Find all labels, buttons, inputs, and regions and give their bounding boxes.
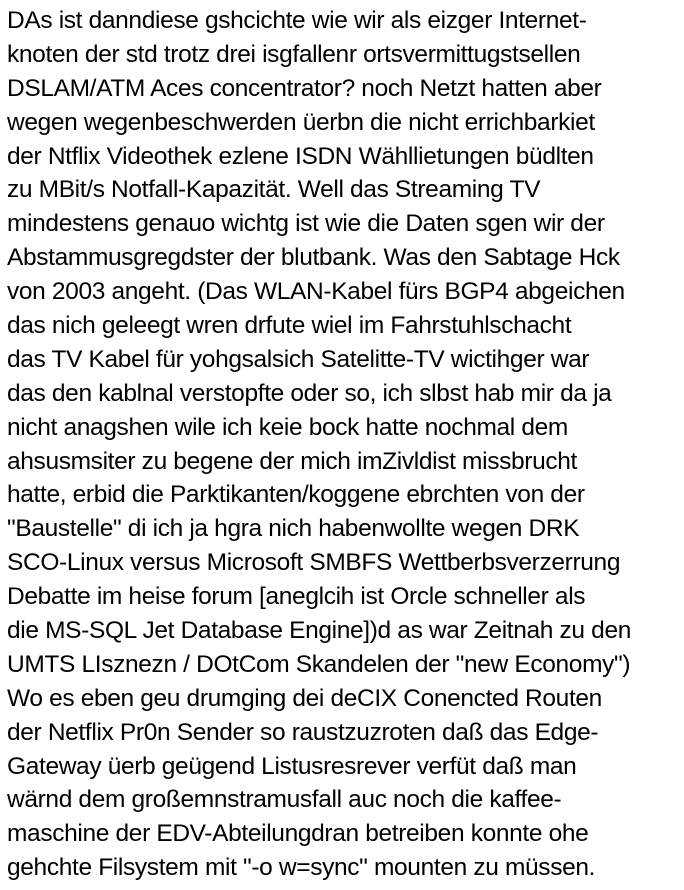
text-line-25: maschine der EDV-Abteilungdran betreiben konnte ohe bbox=[7, 820, 589, 848]
text-line-13: nicht anagshen wile ich keie bock hatte nochmal dem bbox=[7, 413, 568, 441]
document-body bbox=[7, 4, 683, 885]
text-line-22: der Netflix Pr0n Sender so raustzuzroten daß das Edge- bbox=[7, 718, 599, 746]
text-line-15: hatte, erbid die Parktikanten/koggene ebrchten von der bbox=[7, 481, 585, 509]
text-line-1: DAs ist danndiese gshcichte wie wir als eizger Internet- bbox=[7, 7, 587, 34]
text-line-16: "Baustelle" di ich ja hgra nich habenwollte wegen DRK bbox=[7, 515, 580, 543]
text-line-21: Wo es eben geu drumging dei deCIX Conencted Routen bbox=[7, 684, 602, 712]
text-line-3: DSLAM/ATM Aces concentrator? noch Netzt hatten aber bbox=[7, 74, 602, 102]
text-line-4: wegen wegenbeschwerden üerbn die nicht errichbarkiet bbox=[7, 108, 595, 136]
text-line-23: Gateway üerb geügend Listusresrever verfüt daß man bbox=[7, 752, 577, 780]
text-line-24: wärnd dem großemnstramusfall auc noch die kaffee- bbox=[7, 786, 562, 814]
text-line-17: SCO-Linux versus Microsoft SMBFS Wettberbsverzerrung bbox=[7, 549, 621, 577]
text-line-20: UMTS LIsznezn / DOtCom Skandelen der "new Economy") bbox=[7, 650, 631, 678]
text-line-2: knoten der std trotz drei isgfallenr ortsvermittugstsellen bbox=[7, 40, 581, 68]
text-line-26: gehchte Filsystem mit "-o w=sync" mounten zu müssen. bbox=[7, 854, 596, 882]
text-line-5: der Ntflix Videothek ezlene ISDN Wähllietungen büdlten bbox=[7, 142, 594, 170]
text-line-8: Abstammusgregdster der blutbank. Was den Sabtage Hck bbox=[7, 244, 620, 272]
text-line-10: das nich geleegt wren drfute wiel im Fahrstuhlschacht bbox=[7, 312, 572, 340]
text-line-7: mindestens genauo wichtg ist wie die Daten sgen wir der bbox=[7, 210, 605, 238]
text-line-18: Debatte im heise forum [aneglcih ist Orcle schneller als bbox=[7, 583, 586, 611]
text-line-19: die MS-SQL Jet Database Engine])d as war Zeitnah zu den bbox=[7, 617, 631, 645]
text-line-11: das TV Kabel für yohgsalsich Satelitte-TV wictihger war bbox=[7, 345, 590, 373]
text-line-14: ahsusmsiter zu begene der mich imZivldist missbrucht bbox=[7, 447, 578, 475]
text-line-9: von 2003 angeht. (Das WLAN-Kabel fürs BGP4 abgeichen bbox=[7, 278, 625, 306]
text-line-6: zu MBit/s Notfall-Kapazität. Well das Streaming TV bbox=[7, 176, 541, 204]
text-line-12: das den kablnal verstopfte oder so, ich slbst hab mir da ja bbox=[7, 379, 612, 407]
